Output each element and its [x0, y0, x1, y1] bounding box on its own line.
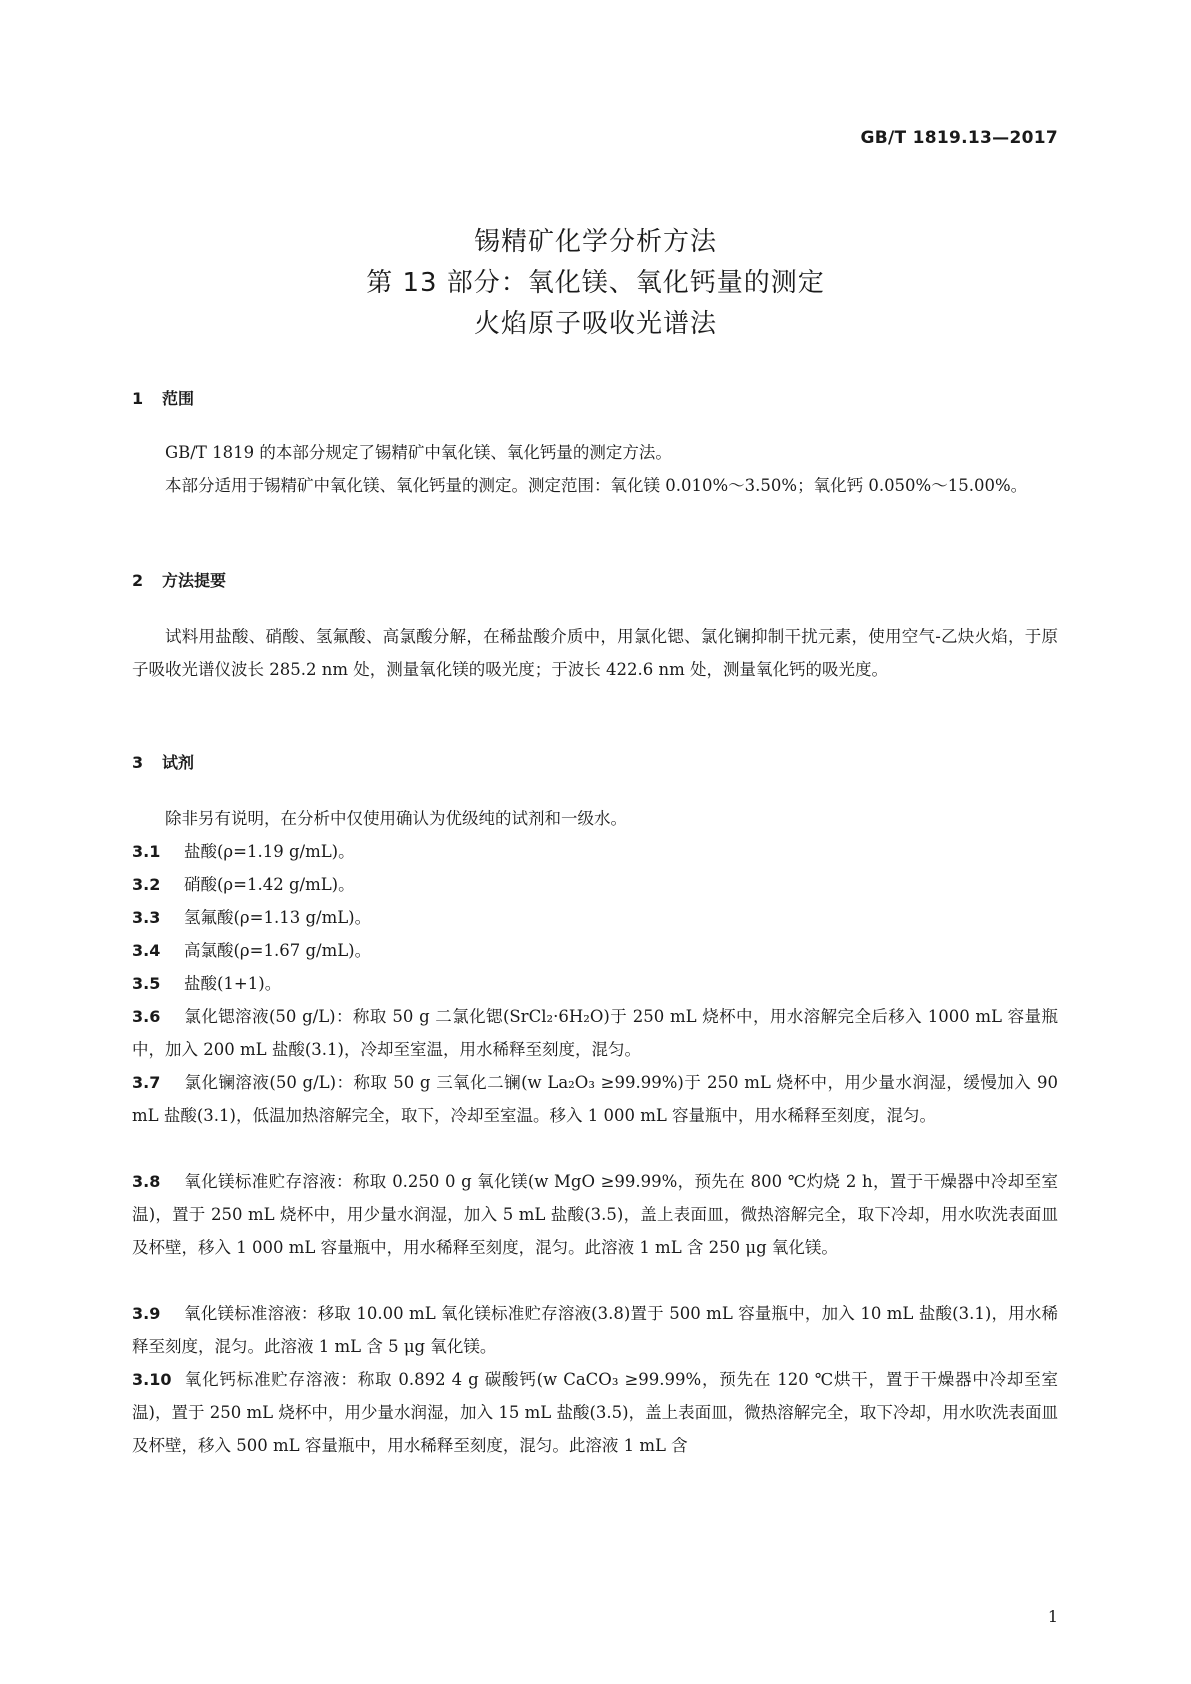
reagent-item — [132, 1000, 1058, 1066]
reagent-item — [132, 835, 1058, 868]
item-text: 硝酸(ρ=1.42 g/mL)。 — [184, 875, 355, 894]
page-number: 1 — [1047, 1607, 1058, 1626]
section-number: 2 — [132, 571, 144, 590]
title-line-1: 锡精矿化学分析方法 — [473, 227, 717, 257]
item-number: 3.2 — [132, 875, 161, 894]
item-text: 氧化钙标准贮存溶液：称取 0.892 4 g 碳酸钙(w CaCO₃ ≥99.99%，预先在 120 ℃烘干，置于干燥器中冷却至室温)，置于 250 mL 烧杯中，用少量水润湿，加入 15 mL 盐酸(3.5)，盖上表面皿，微热溶解完全，取下冷却，用水吹洗表面皿及杯壁，移入 500 mL 容量瓶中，用水稀释至刻度，混匀。此溶液 1 mL 含 — [132, 1370, 1058, 1455]
item-number: 3.7 — [132, 1073, 161, 1092]
item-number: 3.3 — [132, 908, 161, 927]
item-text: 氧化镁标准贮存溶液：称取 0.250 0 g 氧化镁(w MgO ≥99.99%，预先在 800 ℃灼烧 2 h，置于干燥器中冷却至室温)，置于 250 mL 烧杯中，用少量水润湿，加入 5 mL 盐酸(3.5)，盖上表面皿，微热溶解完全，取下冷却，用水吹洗表面皿及杯壁，移入 1 000 mL 容量瓶中，用水稀释至刻度，混匀。此溶液 1 mL 含 250 μg 氧化镁。 — [132, 1172, 1058, 1257]
item-number: 3.5 — [132, 974, 161, 993]
item-text: 氧化镁标准溶液：移取 10.00 mL 氧化镁标准贮存溶液(3.8)置于 500 mL 容量瓶中，加入 10 mL 盐酸(3.1)，用水稀释至刻度，混匀。此溶液 1 mL 含 5 μg 氧化镁。 — [132, 1304, 1058, 1356]
reagent-item — [132, 1066, 1058, 1132]
section-title: 试剂 — [162, 753, 195, 772]
paragraph: 试料用盐酸、硝酸、氢氟酸、高氯酸分解，在稀盐酸介质中，用氯化锶、氯化镧抑制干扰元素，使用空气-乙炔火焰，于原子吸收光谱仪波长 285.2 nm 处，测量氧化镁的吸光度；于波长 422.6 nm 处，测量氧化钙的吸光度。 — [132, 627, 1058, 679]
section-heading-scope — [132, 386, 194, 409]
item-text: 盐酸(ρ=1.19 g/mL)。 — [184, 842, 355, 861]
section-heading-reagents — [132, 750, 194, 773]
standard-number: GB/T 1819.13—2017 — [860, 128, 1058, 148]
reagent-item — [132, 868, 1058, 901]
reagent-item — [132, 934, 1058, 967]
reagent-item — [132, 1363, 1058, 1462]
paragraph: GB/T 1819 的本部分规定了锡精矿中氧化镁、氧化钙量的测定方法。 — [165, 443, 672, 462]
section-number: 3 — [132, 753, 144, 772]
item-text: 氯化锶溶液(50 g/L)：称取 50 g 二氯化锶(SrCl₂·6H₂O)于 250 mL 烧杯中，用水溶解完全后移入 1000 mL 容量瓶中，加入 200 mL 盐酸(3.1)，冷却至室温，用水稀释至刻度，混匀。 — [132, 1007, 1058, 1059]
reagent-item — [132, 901, 1058, 934]
section-title: 范围 — [162, 389, 195, 408]
title-line-3: 火焰原子吸收光谱法 — [473, 309, 717, 339]
section-title: 方法提要 — [162, 571, 227, 590]
item-text: 氯化镧溶液(50 g/L)：称取 50 g 三氧化二镧(w La₂O₃ ≥99.99%)于 250 mL 烧杯中，用少量水润湿，缓慢加入 90 mL 盐酸(3.1)，低温加热溶解完全，取下，冷却至室温。移入 1 000 mL 容量瓶中，用水稀释至刻度，混匀。 — [132, 1073, 1058, 1125]
document-title — [0, 222, 1191, 345]
section-number: 1 — [132, 389, 144, 408]
item-number: 3.9 — [132, 1304, 161, 1323]
title-line-2: 第 13 部分：氧化镁、氧化钙量的测定 — [366, 268, 825, 298]
item-number: 3.1 — [132, 842, 161, 861]
item-number: 3.6 — [132, 1007, 161, 1026]
paragraph: 本部分适用于锡精矿中氧化镁、氧化钙量的测定。测定范围：氧化镁 0.010%～3.50%；氧化钙 0.050%～15.00%。 — [165, 476, 1028, 495]
item-number: 3.8 — [132, 1172, 161, 1191]
item-text: 氢氟酸(ρ=1.13 g/mL)。 — [184, 908, 372, 927]
reagent-item — [132, 967, 1058, 1000]
item-number: 3.10 — [132, 1370, 172, 1389]
item-text: 高氯酸(ρ=1.67 g/mL)。 — [184, 941, 372, 960]
paragraph: 除非另有说明，在分析中仅使用确认为优级纯的试剂和一级水。 — [165, 809, 627, 828]
reagent-item — [132, 1297, 1058, 1363]
item-text: 盐酸(1+1)。 — [184, 974, 282, 993]
section-heading-principle — [132, 568, 226, 591]
item-number: 3.4 — [132, 941, 161, 960]
reagent-item — [132, 1165, 1058, 1264]
